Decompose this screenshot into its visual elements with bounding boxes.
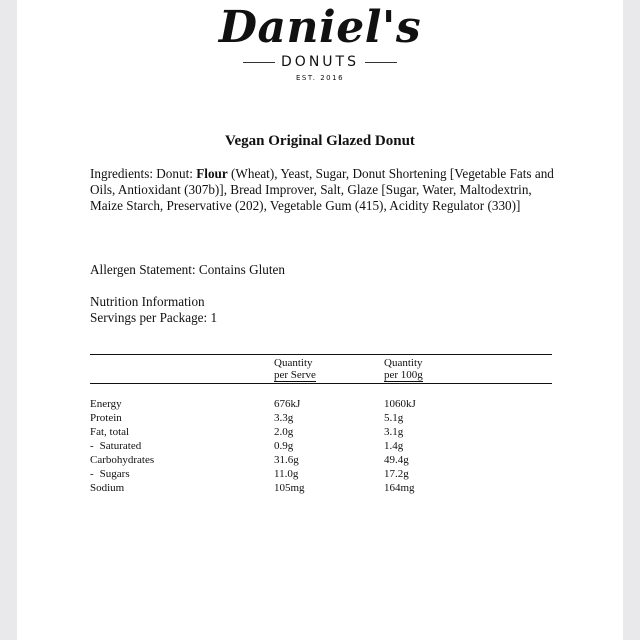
row-label: Carbohydrates (90, 454, 155, 466)
row-per-serve: 105mg (274, 482, 305, 494)
row-per-100g: 3.1g (384, 426, 404, 438)
table-header-rule (90, 383, 552, 384)
table-row (90, 398, 504, 412)
row-per-serve: 3.3g (274, 412, 294, 424)
row-per-100g: 164mg (384, 482, 415, 494)
row-per-serve: 2.0g (274, 426, 294, 438)
table-row (90, 426, 504, 440)
brand-established: EST. 2016 (295, 74, 345, 82)
product-title: Vegan Original Glazed Donut (225, 133, 415, 149)
brand-subtitle (17, 54, 623, 70)
row-per-100g: 1.4g (384, 440, 404, 452)
ingredients-prefix: Ingredients: Donut: (90, 166, 197, 181)
table-row (90, 440, 504, 454)
col-per-100g-line2: per 100g (384, 369, 423, 381)
servings-per-package: Servings per Package: 1 (90, 310, 218, 325)
table-row (90, 454, 504, 468)
row-per-100g: 5.1g (384, 412, 404, 424)
row-per-100g: 1060kJ (384, 398, 416, 410)
row-per-serve: 31.6g (274, 454, 299, 466)
row-label-sub (90, 468, 274, 482)
table-row (90, 468, 504, 482)
nutrition-table (90, 398, 504, 496)
row-per-100g: 49.4g (384, 454, 409, 466)
allergen-statement: Allergen Statement: Contains Gluten (90, 262, 285, 277)
row-label-sub (90, 440, 274, 454)
label-document (17, 0, 623, 640)
logo-rule-right (365, 62, 397, 63)
ingredients-rest: (Wheat), Yeast, Sugar, Donut Shortening [Vegetable Fats and Oils, Antioxidant (307b)], Bread Improver, Salt, Glaze [Sugar, Water, Maltodextrin, Maize Starch, Preservative (202), Vegetable Gum (415), Acidity Regulator (330)] (90, 166, 554, 213)
col-per-serve-line2: per Serve (274, 369, 316, 381)
sub-dash: - (90, 468, 94, 480)
row-per-serve: 0.9g (274, 440, 294, 452)
table-row (90, 412, 504, 426)
ingredients-paragraph (90, 166, 560, 214)
col-per-100g-line1: Quantity (384, 357, 423, 369)
col-per-serve-line1: Quantity (274, 357, 313, 369)
row-label: Saturated (99, 440, 142, 452)
row-per-serve: 676kJ (274, 398, 301, 410)
row-label: Sugars (99, 468, 130, 480)
row-per-serve: 11.0g (274, 468, 299, 480)
row-label: Protein (90, 412, 122, 424)
row-label: Energy (90, 398, 122, 410)
column-header-per-serve (274, 357, 316, 381)
logo-rule-left (243, 62, 275, 63)
table-top-rule (90, 354, 552, 355)
sub-dash: - (90, 440, 94, 452)
brand-logo: Daniel's (218, 2, 422, 53)
row-label: Sodium (90, 482, 125, 494)
brand-sub-text: DONUTS (281, 54, 359, 70)
ingredients-bold-word: Flour (196, 166, 228, 181)
row-label: Fat, total (90, 426, 130, 438)
nutrition-heading: Nutrition Information (90, 294, 205, 309)
nutrition-info (90, 294, 217, 326)
row-per-100g: 17.2g (384, 468, 409, 480)
column-header-per-100g (384, 357, 423, 381)
table-row (90, 482, 504, 496)
